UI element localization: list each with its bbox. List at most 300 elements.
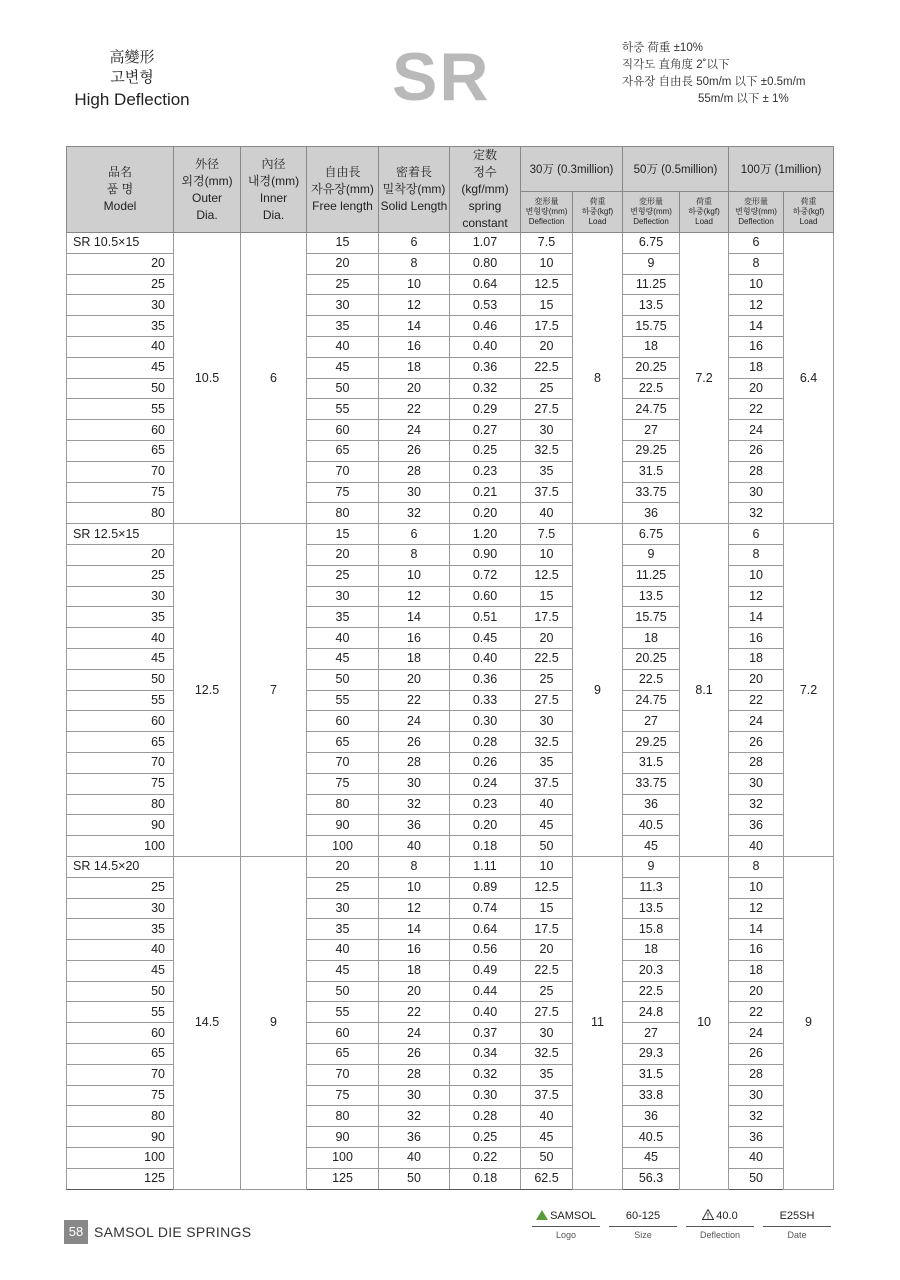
deflection-1m-cell: 26 xyxy=(729,440,784,461)
deflection-1m-cell: 32 xyxy=(729,503,784,524)
model-cell: 30 xyxy=(67,295,174,316)
footer-size-value: 60-125 xyxy=(609,1208,677,1227)
model-cell: 65 xyxy=(67,1044,174,1065)
deflection-500k-cell: 29.3 xyxy=(623,1044,680,1065)
deflection-1m-cell: 32 xyxy=(729,794,784,815)
deflection-300k-cell: 7.5 xyxy=(521,233,573,254)
solid-length-cell: 26 xyxy=(379,440,450,461)
model-cell: 30 xyxy=(67,586,174,607)
model-cell: 80 xyxy=(67,794,174,815)
solid-length-cell: 32 xyxy=(379,1106,450,1127)
load-1m-cell: 9 xyxy=(784,856,834,1189)
solid-length-cell: 8 xyxy=(379,856,450,877)
free-length-cell: 75 xyxy=(307,773,379,794)
inner-dia-cell: 6 xyxy=(241,233,307,524)
free-length-cell: 40 xyxy=(307,336,379,357)
spring-constant-cell: 0.90 xyxy=(450,544,521,565)
table-row xyxy=(67,233,834,254)
header-model: 品名 품 명 Model xyxy=(67,147,174,233)
table-body xyxy=(67,233,834,1190)
solid-length-cell: 22 xyxy=(379,399,450,420)
free-length-cell: 50 xyxy=(307,378,379,399)
model-cell: 90 xyxy=(67,815,174,836)
deflection-1m-cell: 12 xyxy=(729,898,784,919)
free-length-cell: 55 xyxy=(307,690,379,711)
free-length-cell: 35 xyxy=(307,919,379,940)
spring-constant-cell: 0.64 xyxy=(450,919,521,940)
free-length-cell: 15 xyxy=(307,233,379,254)
header-free-length: 自由長 자유장(mm) Free length xyxy=(307,147,379,233)
deflection-1m-cell: 10 xyxy=(729,877,784,898)
free-length-cell: 25 xyxy=(307,877,379,898)
spring-constant-cell: 0.23 xyxy=(450,794,521,815)
deflection-300k-cell: 22.5 xyxy=(521,960,573,981)
deflection-500k-cell: 45 xyxy=(623,836,680,857)
solid-length-cell: 28 xyxy=(379,461,450,482)
deflection-500k-cell: 24.8 xyxy=(623,1002,680,1023)
deflection-300k-cell: 37.5 xyxy=(521,1085,573,1106)
free-length-cell: 35 xyxy=(307,607,379,628)
deflection-1m-cell: 10 xyxy=(729,274,784,295)
deflection-1m-cell: 40 xyxy=(729,1148,784,1169)
spring-constant-cell: 0.24 xyxy=(450,773,521,794)
spring-constant-cell: 0.46 xyxy=(450,316,521,337)
deflection-1m-cell: 6 xyxy=(729,233,784,254)
free-length-cell: 55 xyxy=(307,1002,379,1023)
solid-length-cell: 18 xyxy=(379,960,450,981)
spring-constant-cell: 0.27 xyxy=(450,420,521,441)
solid-length-cell: 16 xyxy=(379,628,450,649)
deflection-1m-cell: 40 xyxy=(729,836,784,857)
deflection-300k-cell: 15 xyxy=(521,586,573,607)
deflection-300k-cell: 32.5 xyxy=(521,1044,573,1065)
free-length-cell: 50 xyxy=(307,669,379,690)
deflection-300k-cell: 12.5 xyxy=(521,565,573,586)
free-length-cell: 90 xyxy=(307,1127,379,1148)
load-500k-cell: 10 xyxy=(680,856,729,1189)
deflection-500k-cell: 33.75 xyxy=(623,482,680,503)
deflection-500k-cell: 33.75 xyxy=(623,773,680,794)
model-cell: 40 xyxy=(67,336,174,357)
model-cell: 20 xyxy=(67,544,174,565)
load-300k-cell: 8 xyxy=(573,233,623,524)
model-cell: 45 xyxy=(67,960,174,981)
tolerance-notes xyxy=(622,40,805,108)
model-cell: 80 xyxy=(67,1106,174,1127)
deflection-300k-cell: 27.5 xyxy=(521,399,573,420)
model-cell: 55 xyxy=(67,1002,174,1023)
free-length-cell: 45 xyxy=(307,357,379,378)
model-cell: 30 xyxy=(67,898,174,919)
deflection-300k-cell: 30 xyxy=(521,420,573,441)
spring-constant-cell: 0.49 xyxy=(450,960,521,981)
solid-length-cell: 14 xyxy=(379,607,450,628)
deflection-1m-cell: 30 xyxy=(729,482,784,503)
deflection-300k-cell: 17.5 xyxy=(521,316,573,337)
free-length-cell: 60 xyxy=(307,1023,379,1044)
spring-constant-cell: 0.20 xyxy=(450,503,521,524)
deflection-500k-cell: 15.75 xyxy=(623,316,680,337)
footer-deflection-cell xyxy=(686,1208,754,1240)
model-cell: 35 xyxy=(67,919,174,940)
free-length-cell: 55 xyxy=(307,399,379,420)
solid-length-cell: 30 xyxy=(379,773,450,794)
table-row xyxy=(67,524,834,545)
deflection-500k-cell: 22.5 xyxy=(623,669,680,690)
spring-constant-cell: 0.80 xyxy=(450,253,521,274)
deflection-300k-cell: 15 xyxy=(521,295,573,316)
header-life-500k: 50万 (0.5million) xyxy=(623,147,729,192)
deflection-300k-cell: 35 xyxy=(521,752,573,773)
model-cell: 100 xyxy=(67,1148,174,1169)
free-length-cell: 20 xyxy=(307,544,379,565)
tolerance-free-length-short: 자유장 自由長 50m/m 以下 ±0.5m/m xyxy=(622,76,806,88)
solid-length-cell: 10 xyxy=(379,565,450,586)
free-length-cell: 20 xyxy=(307,856,379,877)
solid-length-cell: 6 xyxy=(379,233,450,254)
spring-constant-cell: 1.11 xyxy=(450,856,521,877)
deflection-500k-cell: 11.25 xyxy=(623,274,680,295)
spring-constant-cell: 0.18 xyxy=(450,836,521,857)
deflection-500k-cell: 11.25 xyxy=(623,565,680,586)
spring-constant-cell: 0.32 xyxy=(450,378,521,399)
free-length-cell: 75 xyxy=(307,1085,379,1106)
deflection-1m-cell: 8 xyxy=(729,253,784,274)
model-cell: 70 xyxy=(67,752,174,773)
deflection-1m-cell: 28 xyxy=(729,1064,784,1085)
free-length-cell: 25 xyxy=(307,274,379,295)
model-cell: 45 xyxy=(67,357,174,378)
deflection-500k-cell: 31.5 xyxy=(623,461,680,482)
deflection-500k-cell: 36 xyxy=(623,794,680,815)
deflection-300k-cell: 20 xyxy=(521,940,573,961)
free-length-cell: 90 xyxy=(307,815,379,836)
model-cell: 75 xyxy=(67,482,174,503)
free-length-cell: 70 xyxy=(307,752,379,773)
model-cell: 65 xyxy=(67,440,174,461)
spring-constant-cell: 0.40 xyxy=(450,336,521,357)
solid-length-cell: 26 xyxy=(379,732,450,753)
load-1m-cell: 7.2 xyxy=(784,524,834,857)
free-length-cell: 80 xyxy=(307,794,379,815)
deflection-300k-cell: 50 xyxy=(521,1148,573,1169)
deflection-300k-cell: 32.5 xyxy=(521,732,573,753)
footer-page-label xyxy=(64,1220,251,1244)
deflection-1m-cell: 8 xyxy=(729,856,784,877)
header-inner-dia: 內径 내경(mm) Inner Dia. xyxy=(241,147,307,233)
solid-length-cell: 20 xyxy=(379,669,450,690)
free-length-cell: 100 xyxy=(307,836,379,857)
title-block xyxy=(62,48,202,110)
spring-constant-cell: 0.30 xyxy=(450,711,521,732)
load-300k-cell: 9 xyxy=(573,524,623,857)
spring-constant-cell: 0.51 xyxy=(450,607,521,628)
solid-length-cell: 40 xyxy=(379,836,450,857)
spring-constant-cell: 0.34 xyxy=(450,1044,521,1065)
deflection-300k-cell: 12.5 xyxy=(521,877,573,898)
tolerance-squareness: 직각도 直角度 2˚以下 xyxy=(622,59,730,71)
deflection-1m-cell: 18 xyxy=(729,648,784,669)
deflection-300k-cell: 40 xyxy=(521,503,573,524)
free-length-cell: 65 xyxy=(307,440,379,461)
model-cell: 100 xyxy=(67,836,174,857)
deflection-1m-cell: 50 xyxy=(729,1168,784,1189)
table-row xyxy=(67,856,834,877)
model-cell: 50 xyxy=(67,669,174,690)
deflection-300k-cell: 62.5 xyxy=(521,1168,573,1189)
model-cell: 60 xyxy=(67,711,174,732)
deflection-300k-cell: 30 xyxy=(521,711,573,732)
footer-logo-text: SAMSOL xyxy=(550,1210,596,1222)
inner-dia-cell: 9 xyxy=(241,856,307,1189)
model-cell: SR 14.5×20 xyxy=(67,856,174,877)
free-length-cell: 40 xyxy=(307,628,379,649)
title-hanja: 高變形 xyxy=(109,49,155,66)
deflection-1m-cell: 16 xyxy=(729,940,784,961)
deflection-300k-cell: 37.5 xyxy=(521,773,573,794)
spring-constant-cell: 1.07 xyxy=(450,233,521,254)
deflection-500k-cell: 9 xyxy=(623,544,680,565)
spring-constant-cell: 0.21 xyxy=(450,482,521,503)
deflection-500k-cell: 40.5 xyxy=(623,815,680,836)
model-cell: 35 xyxy=(67,607,174,628)
spring-constant-cell: 1.20 xyxy=(450,524,521,545)
model-cell: 55 xyxy=(67,399,174,420)
free-length-cell: 65 xyxy=(307,732,379,753)
spring-constant-cell: 0.28 xyxy=(450,1106,521,1127)
deflection-300k-cell: 45 xyxy=(521,815,573,836)
spring-constant-cell: 0.37 xyxy=(450,1023,521,1044)
deflection-1m-cell: 26 xyxy=(729,1044,784,1065)
deflection-1m-cell: 20 xyxy=(729,981,784,1002)
solid-length-cell: 16 xyxy=(379,336,450,357)
tolerance-free-length-long: 55m/m 以下 ± 1% xyxy=(698,93,789,105)
solid-length-cell: 32 xyxy=(379,794,450,815)
model-cell: 55 xyxy=(67,690,174,711)
spring-constant-cell: 0.44 xyxy=(450,981,521,1002)
footer-logo-cell xyxy=(532,1208,600,1240)
free-length-cell: 30 xyxy=(307,586,379,607)
deflection-300k-cell: 10 xyxy=(521,544,573,565)
deflection-300k-cell: 17.5 xyxy=(521,607,573,628)
solid-length-cell: 24 xyxy=(379,1023,450,1044)
header-spring-constant: 定数 정수(kgf/mm) spring constant xyxy=(450,147,521,233)
model-cell: 25 xyxy=(67,565,174,586)
deflection-300k-cell: 35 xyxy=(521,1064,573,1085)
title-english: High Deflection xyxy=(74,90,190,109)
model-cell: 80 xyxy=(67,503,174,524)
deflection-500k-cell: 13.5 xyxy=(623,586,680,607)
deflection-1m-cell: 24 xyxy=(729,420,784,441)
solid-length-cell: 20 xyxy=(379,981,450,1002)
spring-constant-cell: 0.29 xyxy=(450,399,521,420)
deflection-300k-cell: 12.5 xyxy=(521,274,573,295)
deflection-500k-cell: 18 xyxy=(623,940,680,961)
solid-length-cell: 10 xyxy=(379,274,450,295)
model-cell: 35 xyxy=(67,316,174,337)
deflection-300k-cell: 22.5 xyxy=(521,357,573,378)
header-life-300k: 30万 (0.3million) xyxy=(521,147,623,192)
deflection-1m-cell: 22 xyxy=(729,690,784,711)
outer-dia-cell: 12.5 xyxy=(174,524,241,857)
solid-length-cell: 12 xyxy=(379,898,450,919)
solid-length-cell: 20 xyxy=(379,378,450,399)
deflection-1m-cell: 24 xyxy=(729,711,784,732)
free-length-cell: 30 xyxy=(307,295,379,316)
deflection-500k-cell: 31.5 xyxy=(623,1064,680,1085)
deflection-1m-cell: 16 xyxy=(729,628,784,649)
model-cell: 25 xyxy=(67,274,174,295)
header-life-1m: 100万 (1million) xyxy=(729,147,834,192)
spring-constant-cell: 0.64 xyxy=(450,274,521,295)
samsol-logo-icon xyxy=(536,1210,548,1220)
footer-size-cell xyxy=(609,1208,677,1240)
deflection-1m-cell: 32 xyxy=(729,1106,784,1127)
deflection-300k-cell: 15 xyxy=(521,898,573,919)
deflection-500k-cell: 40.5 xyxy=(623,1127,680,1148)
deflection-300k-cell: 35 xyxy=(521,461,573,482)
header-deflection-300k: 変形量 변형량(mm) Deflection xyxy=(521,192,573,233)
deflection-300k-cell: 40 xyxy=(521,1106,573,1127)
deflection-500k-cell: 15.8 xyxy=(623,919,680,940)
load-1m-cell: 6.4 xyxy=(784,233,834,524)
model-cell: 70 xyxy=(67,461,174,482)
deflection-1m-cell: 30 xyxy=(729,773,784,794)
model-cell: 45 xyxy=(67,648,174,669)
solid-length-cell: 30 xyxy=(379,1085,450,1106)
spring-constant-cell: 0.25 xyxy=(450,440,521,461)
solid-length-cell: 14 xyxy=(379,316,450,337)
deflection-1m-cell: 30 xyxy=(729,1085,784,1106)
deflection-500k-cell: 20.25 xyxy=(623,357,680,378)
deflection-300k-cell: 50 xyxy=(521,836,573,857)
solid-length-cell: 40 xyxy=(379,1148,450,1169)
spring-constant-cell: 0.33 xyxy=(450,690,521,711)
deflection-300k-cell: 10 xyxy=(521,856,573,877)
solid-length-cell: 6 xyxy=(379,524,450,545)
spring-constant-cell: 0.23 xyxy=(450,461,521,482)
outer-dia-cell: 10.5 xyxy=(174,233,241,524)
solid-length-cell: 12 xyxy=(379,586,450,607)
deflection-1m-cell: 14 xyxy=(729,919,784,940)
spring-constant-cell: 0.26 xyxy=(450,752,521,773)
deflection-300k-cell: 32.5 xyxy=(521,440,573,461)
model-cell: 40 xyxy=(67,940,174,961)
deflection-1m-cell: 14 xyxy=(729,316,784,337)
inner-dia-cell: 7 xyxy=(241,524,307,857)
solid-length-cell: 24 xyxy=(379,420,450,441)
model-cell: 75 xyxy=(67,773,174,794)
deflection-1m-cell: 12 xyxy=(729,295,784,316)
solid-length-cell: 8 xyxy=(379,253,450,274)
deflection-500k-cell: 36 xyxy=(623,1106,680,1127)
solid-length-cell: 22 xyxy=(379,1002,450,1023)
deflection-300k-cell: 40 xyxy=(521,794,573,815)
solid-length-cell: 36 xyxy=(379,815,450,836)
header-outer-dia: 外径 외경(mm) Outer Dia. xyxy=(174,147,241,233)
spring-constant-cell: 0.28 xyxy=(450,732,521,753)
free-length-cell: 60 xyxy=(307,711,379,732)
deflection-1m-cell: 6 xyxy=(729,524,784,545)
header-load-300k: 荷重 하중(kgf) Load xyxy=(573,192,623,233)
deflection-500k-cell: 27 xyxy=(623,711,680,732)
deflection-1m-cell: 22 xyxy=(729,399,784,420)
outer-dia-cell: 14.5 xyxy=(174,856,241,1189)
header-deflection-500k: 変形量 변형량(mm) Deflection xyxy=(623,192,680,233)
free-length-cell: 45 xyxy=(307,960,379,981)
title-korean: 고변형 xyxy=(110,69,154,86)
spring-constant-cell: 0.32 xyxy=(450,1064,521,1085)
deflection-500k-cell: 13.5 xyxy=(623,295,680,316)
free-length-cell: 40 xyxy=(307,940,379,961)
deflection-1m-cell: 26 xyxy=(729,732,784,753)
deflection-300k-cell: 20 xyxy=(521,336,573,357)
footer-date-cell xyxy=(763,1208,831,1240)
free-length-cell: 60 xyxy=(307,420,379,441)
warning-triangle-icon xyxy=(702,1209,714,1220)
spring-spec-table xyxy=(66,146,834,1190)
footer-date-caption: Date xyxy=(787,1230,807,1240)
deflection-500k-cell: 29.25 xyxy=(623,732,680,753)
solid-length-cell: 18 xyxy=(379,648,450,669)
deflection-300k-cell: 27.5 xyxy=(521,690,573,711)
solid-length-cell: 18 xyxy=(379,357,450,378)
free-length-cell: 100 xyxy=(307,1148,379,1169)
spring-constant-cell: 0.20 xyxy=(450,815,521,836)
spring-constant-cell: 0.45 xyxy=(450,628,521,649)
free-length-cell: 30 xyxy=(307,898,379,919)
deflection-1m-cell: 18 xyxy=(729,357,784,378)
header-load-1m: 荷重 하중(kgf) Load xyxy=(784,192,834,233)
deflection-1m-cell: 28 xyxy=(729,752,784,773)
spring-constant-cell: 0.72 xyxy=(450,565,521,586)
free-length-cell: 45 xyxy=(307,648,379,669)
deflection-500k-cell: 24.75 xyxy=(623,399,680,420)
solid-length-cell: 8 xyxy=(379,544,450,565)
deflection-500k-cell: 27 xyxy=(623,420,680,441)
header-deflection-1m: 変形量 변형량(mm) Deflection xyxy=(729,192,784,233)
deflection-500k-cell: 9 xyxy=(623,253,680,274)
footer-deflection-value: 40.0 xyxy=(716,1210,738,1222)
free-length-cell: 70 xyxy=(307,1064,379,1085)
series-code: SR xyxy=(392,39,491,115)
deflection-500k-cell: 29.25 xyxy=(623,440,680,461)
free-length-cell: 80 xyxy=(307,503,379,524)
solid-length-cell: 50 xyxy=(379,1168,450,1189)
deflection-1m-cell: 28 xyxy=(729,461,784,482)
model-cell: 40 xyxy=(67,628,174,649)
model-cell: 20 xyxy=(67,253,174,274)
spring-constant-cell: 0.89 xyxy=(450,877,521,898)
deflection-500k-cell: 20.25 xyxy=(623,648,680,669)
model-cell: 50 xyxy=(67,378,174,399)
spring-constant-cell: 0.36 xyxy=(450,357,521,378)
free-length-cell: 50 xyxy=(307,981,379,1002)
load-500k-cell: 8.1 xyxy=(680,524,729,857)
model-cell: 125 xyxy=(67,1168,174,1189)
deflection-500k-cell: 13.5 xyxy=(623,898,680,919)
page-number: 58 xyxy=(64,1220,88,1244)
deflection-300k-cell: 30 xyxy=(521,1023,573,1044)
spring-constant-cell: 0.53 xyxy=(450,295,521,316)
deflection-500k-cell: 9 xyxy=(623,856,680,877)
deflection-500k-cell: 22.5 xyxy=(623,981,680,1002)
spring-constant-cell: 0.40 xyxy=(450,648,521,669)
footer-spec-strip xyxy=(532,1208,840,1240)
tolerance-load: 하중 荷重 ±10% xyxy=(622,42,703,54)
deflection-1m-cell: 24 xyxy=(729,1023,784,1044)
solid-length-cell: 24 xyxy=(379,711,450,732)
